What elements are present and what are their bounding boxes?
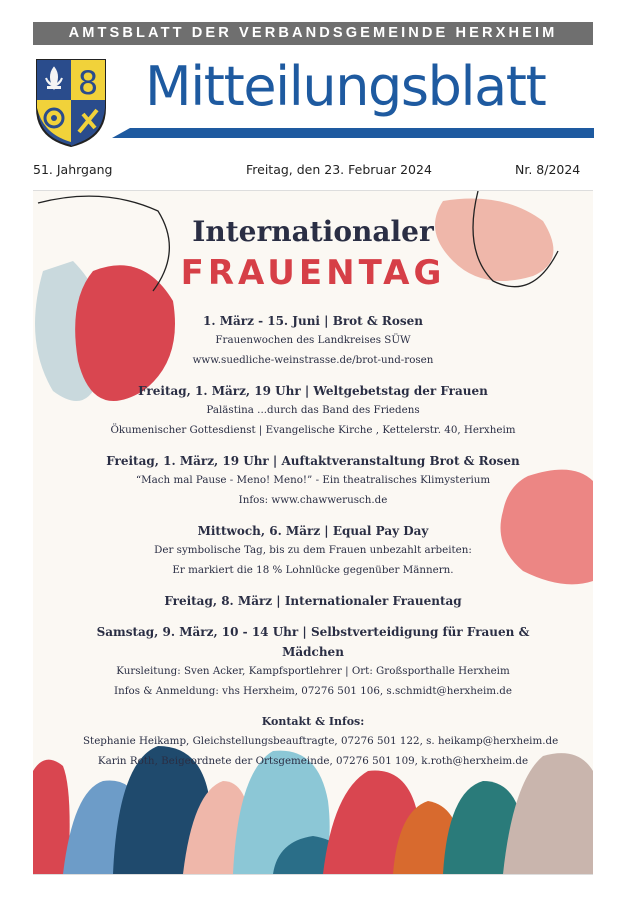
event-detail: Kursleitung: Sven Acker, Kampfsportlehrer | Ort: Großsporthalle Herxheim [116,665,510,677]
event-detail: Ökumenischer Gottesdienst | Evangelische Kirche , Kettelerstr. 40, Herxheim [110,423,516,436]
event-heading: Freitag, 8. März | Internationaler Frauentag [164,594,462,608]
contact-block [83,712,559,771]
event-detail: Infos & Anmeldung: vhs Herxheim, 07276 501 106, s.schmidt@herxheim.de [114,684,512,697]
coat-of-arms-icon [33,56,109,148]
event-item [83,622,543,701]
event-detail: Der symbolische Tag, bis zu dem Frauen unbezahlt arbeiten: [154,544,472,556]
title-underline [112,128,594,138]
publication-title: Mitteilungsblatt [145,55,546,118]
contact-heading: Kontakt & Infos: [261,715,365,728]
event-heading: 1. März - 15. Juni | Brot & Rosen [203,314,423,328]
volume-label: 51. Jahrgang [33,162,113,177]
event-list [83,311,559,782]
event-detail: “Mach mal Pause - Meno! Meno!” - Ein theatralisches Klimysterium [135,474,491,486]
issue-date: Freitag, den 23. Februar 2024 [246,162,432,177]
poster-subtitle: FRAUENTAG [180,253,446,293]
svg-text:8: 8 [77,64,99,102]
frauentag-poster [33,190,593,875]
contact-line: Karin Roth, Beigeordnete der Ortsgemeinde, 07276 501 109, k.roth@herxheim.de [97,754,529,767]
event-heading: Freitag, 1. März, 19 Uhr | Auftaktveranstaltung Brot & Rosen [106,454,520,468]
event-heading: Freitag, 1. März, 19 Uhr | Weltgebetstag der Frauen [138,384,488,398]
event-detail: www.suedliche-weinstrasse.de/brot-und-rosen [192,353,434,366]
contact-line: Stephanie Heikamp, Gleichstellungsbeauftragte, 07276 501 122, s. heikamp@herxheim.de [83,735,559,747]
event-heading: Mittwoch, 6. März | Equal Pay Day [197,524,429,538]
event-detail: Infos: www.chawwerusch.de [238,493,388,506]
event-item [83,311,543,370]
poster-title: Internationaler [192,215,434,248]
event-item [83,381,543,440]
event-item [83,591,543,611]
event-detail: Palästina ...durch das Band des Friedens [206,404,420,416]
issue-number: Nr. 8/2024 [515,162,581,177]
event-heading: Samstag, 9. März, 10 - 14 Uhr | Selbstverteidigung für Frauen & Mädchen [96,625,530,659]
masthead-banner: AMTSBLATT DER VERBANDSGEMEINDE HERXHEIM [33,22,593,45]
event-item [83,521,543,580]
event-item [83,451,543,510]
event-detail: Frauenwochen des Landkreises SÜW [215,334,411,346]
event-detail: Er markiert die 18 % Lohnlücke gegenüber Männern. [172,563,454,576]
